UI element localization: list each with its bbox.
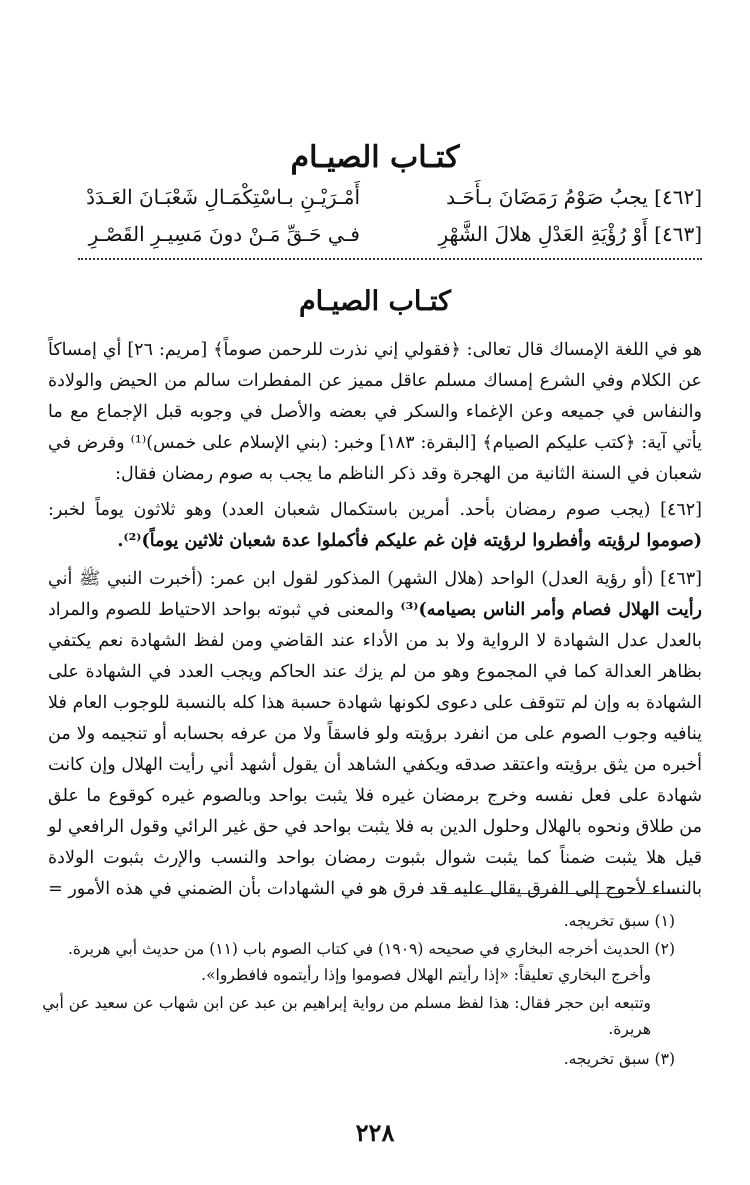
- commentary-463: [٤٦٣] (أو رؤية العدل) الواحد (هلال الشهر) المذكور لقول ابن عمر: (أخبرت النبي ﷺ أني رأيت الهلال فصام وأمر الناس بصيامه)⁽³⁾ والمعنى في ثبوته بواحد الاحتياط للصوم والمراد بالعدل عدل الشهادة لا الرواية ولا بد من الأداء عند القاضي ومن لفظ الشهادة نعم يكتفي بظاهر العدالة كما في المجموع وهو من لم يزك عند الحاكم ويجب العدد في الشهادة على الشهادة به وإن لم تتوقف على دعوى لكونها شهادة حسبة هذا كله بالنسبة للوجوب العام فلا ينافيه وجوب الصوم على من انفرد برؤيته ولو فاسقاً ولا من عرفه بحسابه أو تنجيمه ولا من أخبره من يثق برؤيته واعتقد صدقه ويكفي الشاهد أن يقول أشهد أني رأيت الهلال وإن كانت شهادة على فعل نفسه وخرج برمضان غيره فلا يثبت بواحد وبالصوم غيره كوقوع ما علق من طلاق ونحوه بالهلال وحلول الدين به فلا يثبت بواحد في حق غير الرائي وقول الرافعي لو قيل هلا يثبت ضمناً كما يثبت شوال بثبوت رمضان بواحد والنسب والإرث بثبوت الولادة بالنساء لأحوج إلى الفرق يقال عليه قد فرق هو في الشهادات بأن الضمني في هذه الأمور =: [48, 569, 703, 899]
- verse-hemistich-1: يجبُ صَوْمُ رَمَضَانَ بـأَحَـد: [446, 185, 648, 209]
- intro-paragraph: هو في اللغة الإمساك قال تعالى: ﴿فقولي إني نذرت للرحمن صوماً﴾ [مريم: ٢٦] أي إمساكاً عن الكلام وفي الشرع إمساك مسلم عاقل مميز عن المفطرات سالم من الحيض والولادة والنفاس في جميعه وعن الإغماء والسكر في بعضه والأصل في وجوبه قبل الإجماع مع ما يأتي آية: ﴿كتب عليكم الصيام﴾ [البقرة: ١٨٣] وخبر: (بني الإسلام على خمس)⁽¹⁾ وفرض في شعبان في السنة الثانية من الهجرة وقد ذكر الناظم ما يجب به صوم رمضان فقال:: [48, 340, 702, 484]
- verse-463-second: فـي حَـقِّ مَـنْ دونَ مَسِيـرِ القَصْـرِ: [88, 222, 360, 246]
- footnote-2: (٢) الحديث أخرجه البخاري في صحيحه (١٩٠٩) في كتاب الصوم باب (١١) من حديث أبي هريرة.: [67, 940, 675, 958]
- verse-462-second: أَمْـرَيْـنِ بـاسْتِكْمَـالِ شَعْبَـانَ العَـدَدْ: [86, 185, 360, 209]
- footnote-separator: [430, 893, 675, 894]
- footnote-2-cont: وأخرج البخاري تعليقاً: «إذا رأيتم الهلال فصوموا وإذا رأيتموه فافطروا».: [201, 966, 651, 984]
- verse-hemistich-1: أَوْ رُؤْيَةِ العَدْلِ هلالَ الشَّهْرِ: [438, 222, 648, 246]
- footnote-2-note: وتتبعه ابن حجر فقال: هذا لفظ مسلم من رواية إبراهيم بن عبد عن ابن شهاب عن سعيد عن أبي هريرة.: [42, 994, 651, 1038]
- verse-number: [٤٦٢]: [654, 185, 702, 209]
- verse-number: [٤٦٣]: [654, 222, 702, 246]
- footnote-3: (٣) سبق تخريجه.: [563, 1050, 675, 1068]
- page-number: ٢٢٨: [355, 1118, 395, 1147]
- verse-462-first: [446, 185, 702, 209]
- dotted-divider: [78, 258, 702, 260]
- section-title: كتـاب الصيـام: [298, 286, 452, 317]
- book-title: كتـاب الصيـام: [290, 140, 460, 175]
- verse-463-first: [438, 222, 702, 246]
- footnote-1: (١) سبق تخريجه.: [563, 912, 675, 930]
- commentary-462: [٤٦٢] (يجب صوم رمضان بأحد. أمرين باستكمال شعبان العدد) وهو ثلاثون يوماً لخبر: (صوموا لرؤيته وأفطروا لرؤيته فإن غم عليكم فأكملوا عدة شعبان ثلاثين يوماً)⁽²⁾.: [48, 500, 702, 551]
